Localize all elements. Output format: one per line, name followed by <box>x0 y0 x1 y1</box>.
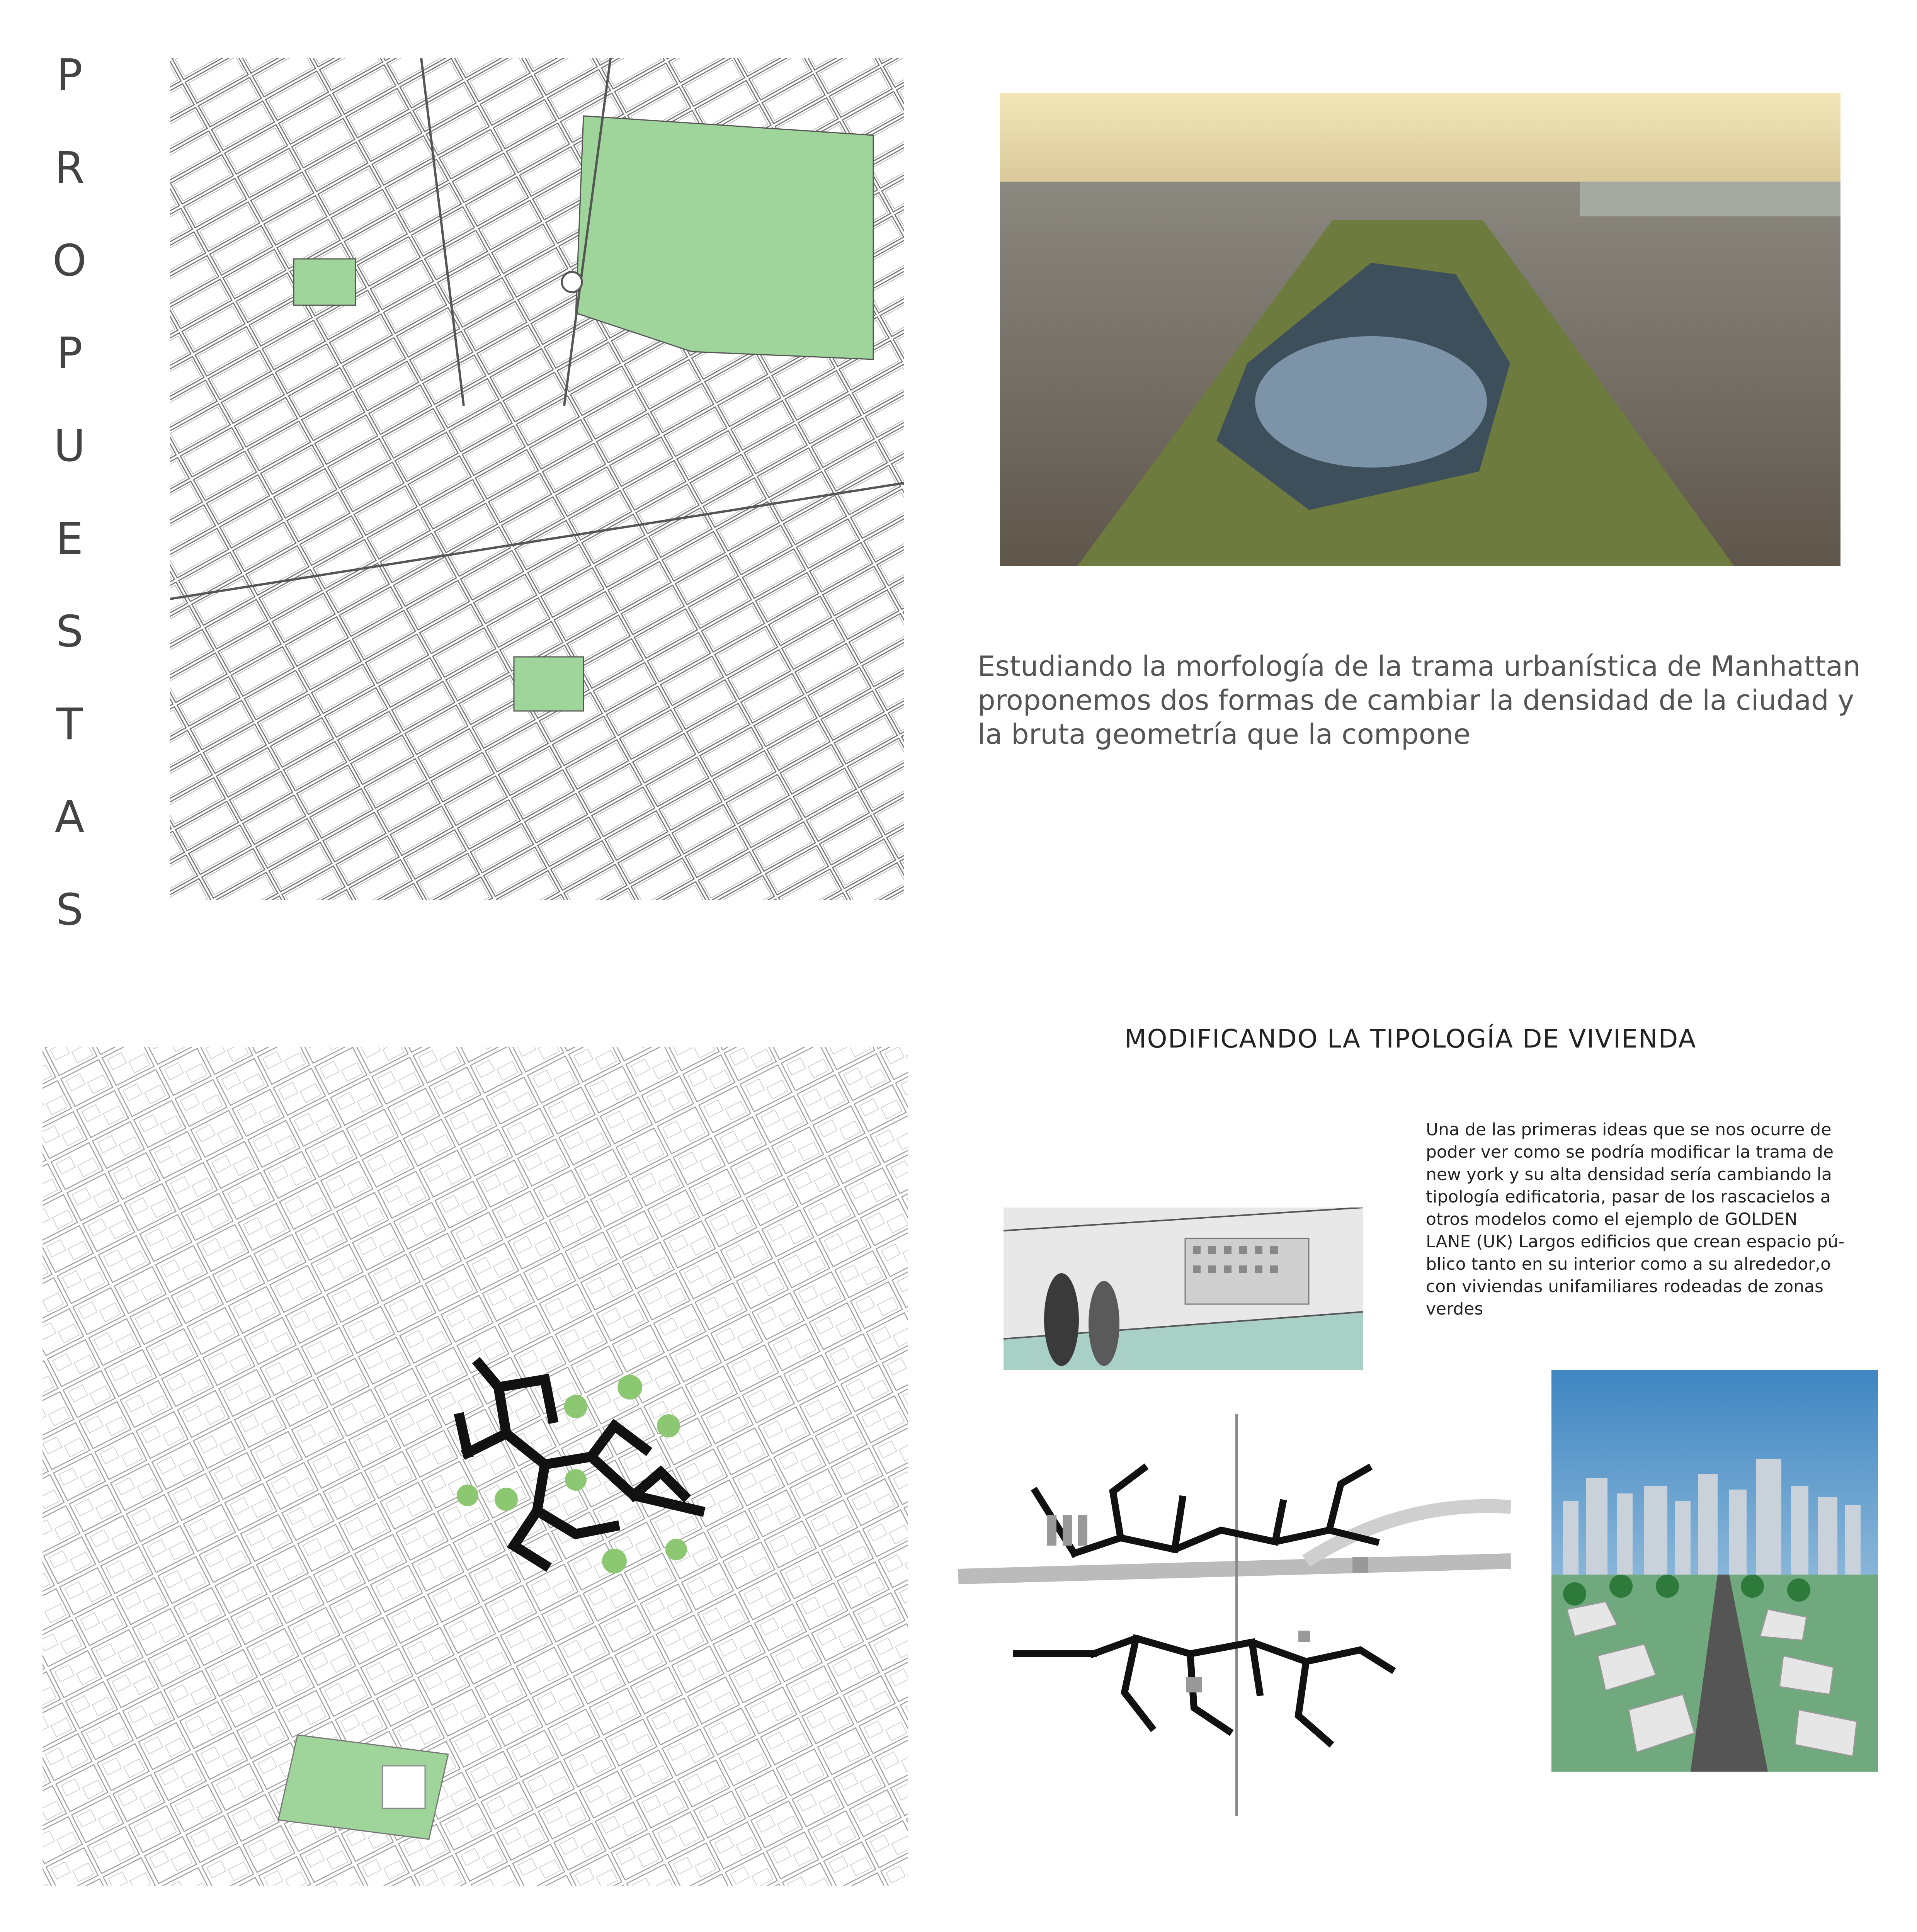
paragraph-line: LANE (UK) Largos edificios que crean espacio pú- <box>1426 1232 1845 1252</box>
paragraph-line: con viviendas unifamiliares rodeadas de zonas <box>1426 1277 1823 1296</box>
manhattan-grid-map <box>170 58 904 900</box>
title-letter: E <box>56 514 83 564</box>
title-letter: U <box>54 421 85 471</box>
intro-text <box>978 649 1886 751</box>
title-letter: S <box>56 607 83 657</box>
title-letter: A <box>54 792 85 842</box>
intro-line: la bruta geometría que la compone <box>978 718 1471 750</box>
network-plan-diagram <box>958 1414 1511 1816</box>
suburban-housing-render <box>1551 1370 1878 1772</box>
intro-line: Estudiando la morfología de la trama urbanística de Manhattan <box>978 650 1861 682</box>
section2-paragraph <box>1426 1119 1897 1320</box>
title-letter: T <box>56 699 83 750</box>
golden-lane-sketch-image <box>1004 1208 1363 1370</box>
title-letter: S <box>56 885 83 935</box>
central-park-aerial-photo <box>1000 93 1840 566</box>
title-letter: P <box>56 50 83 100</box>
paragraph-line: blico tanto en su interior como a su alrededor,o <box>1426 1254 1831 1274</box>
title-letter: P <box>56 328 83 379</box>
housing-typology-map <box>43 1047 908 1886</box>
title-letter: R <box>54 143 85 193</box>
paragraph-line: verdes <box>1426 1299 1483 1319</box>
intro-line: proponemos dos formas de cambiar la densidad de la ciudad y <box>978 684 1854 716</box>
paragraph-line: otros modelos como el ejemplo de GOLDEN <box>1426 1209 1798 1229</box>
paragraph-line: Una de las primeras ideas que se nos ocurre de <box>1426 1120 1832 1139</box>
paragraph-line: poder ver como se podría modificar la trama de <box>1426 1142 1834 1162</box>
paragraph-line: tipología edificatoria, pasar de los rascacielos a <box>1426 1187 1831 1207</box>
section2-heading: MODIFICANDO LA TIPOLOGÍA DE VIVIENDA <box>1124 1024 1697 1054</box>
title-letter: O <box>52 236 87 286</box>
paragraph-line: new york y su alta densidad sería cambiando la <box>1426 1165 1832 1184</box>
